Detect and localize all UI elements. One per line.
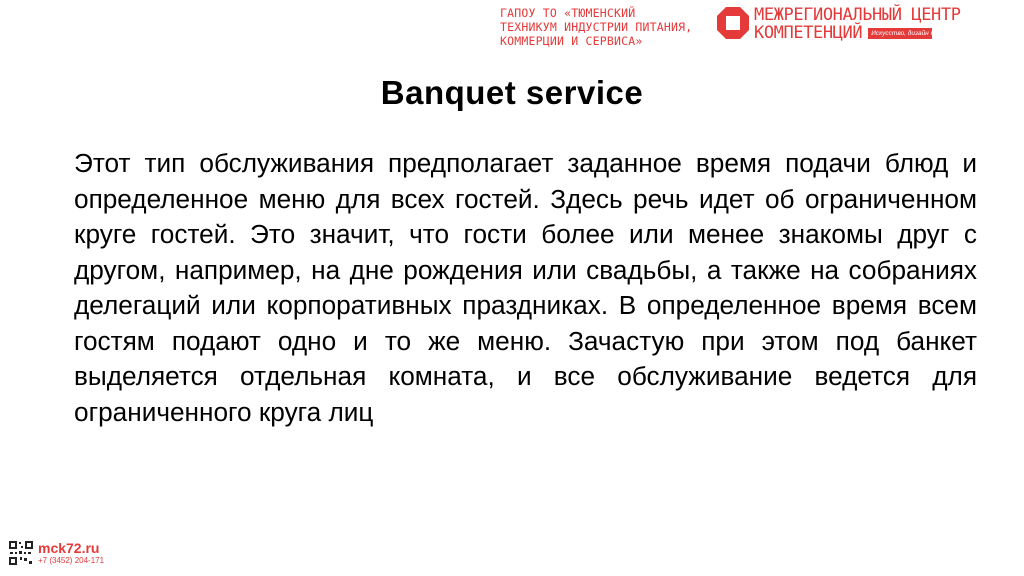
institution-line: КОММЕРЦИИ И СЕРВИСА»: [500, 34, 643, 48]
footer: [8, 540, 104, 566]
logo-line2-row: [754, 23, 974, 43]
logo-line2: КОМПЕТЕНЦИЙ: [754, 23, 863, 43]
institution-name: [500, 6, 692, 48]
phone-number: +7 (3452) 204-171: [38, 556, 105, 565]
mck-logo-icon: [716, 6, 750, 40]
site-link[interactable]: mck72.ru: [38, 540, 100, 556]
footer-text: [38, 540, 104, 566]
qr-code-icon: [8, 540, 34, 566]
institution-line: ГАПОУ ТО «ТЮМЕНСКИЙ: [500, 6, 636, 20]
logo-line1: МЕЖРЕГИОНАЛЬНЫЙ ЦЕНТР: [754, 5, 961, 25]
mck-logo: [716, 5, 974, 43]
institution-line: ТЕХНИКУМ ИНДУСТРИИ ПИТАНИЯ,: [500, 20, 693, 34]
logo-tagline: Искусство, дизайн и сфера услуг: [868, 28, 932, 39]
slide-title: Banquet service: [380, 74, 644, 111]
slide-body-text: Этот тип обслуживания предполагает заданное время подачи блюд и определенное меню для всех гостей. Здесь речь идет об ограниченном круге гостей. Это значит, что гости более или менее знакомы друг с другом, например, на дне рождения или свадьбы, а также на собраниях делегаций или корпоративных праздниках. В определенное время всем гостям подают одно и то же меню. Зачастую при этом под банкет выделяется отдельная комната, и все обслуживание ведется для ограниченного круга лиц: [74, 148, 977, 427]
logo-text: [754, 5, 974, 43]
